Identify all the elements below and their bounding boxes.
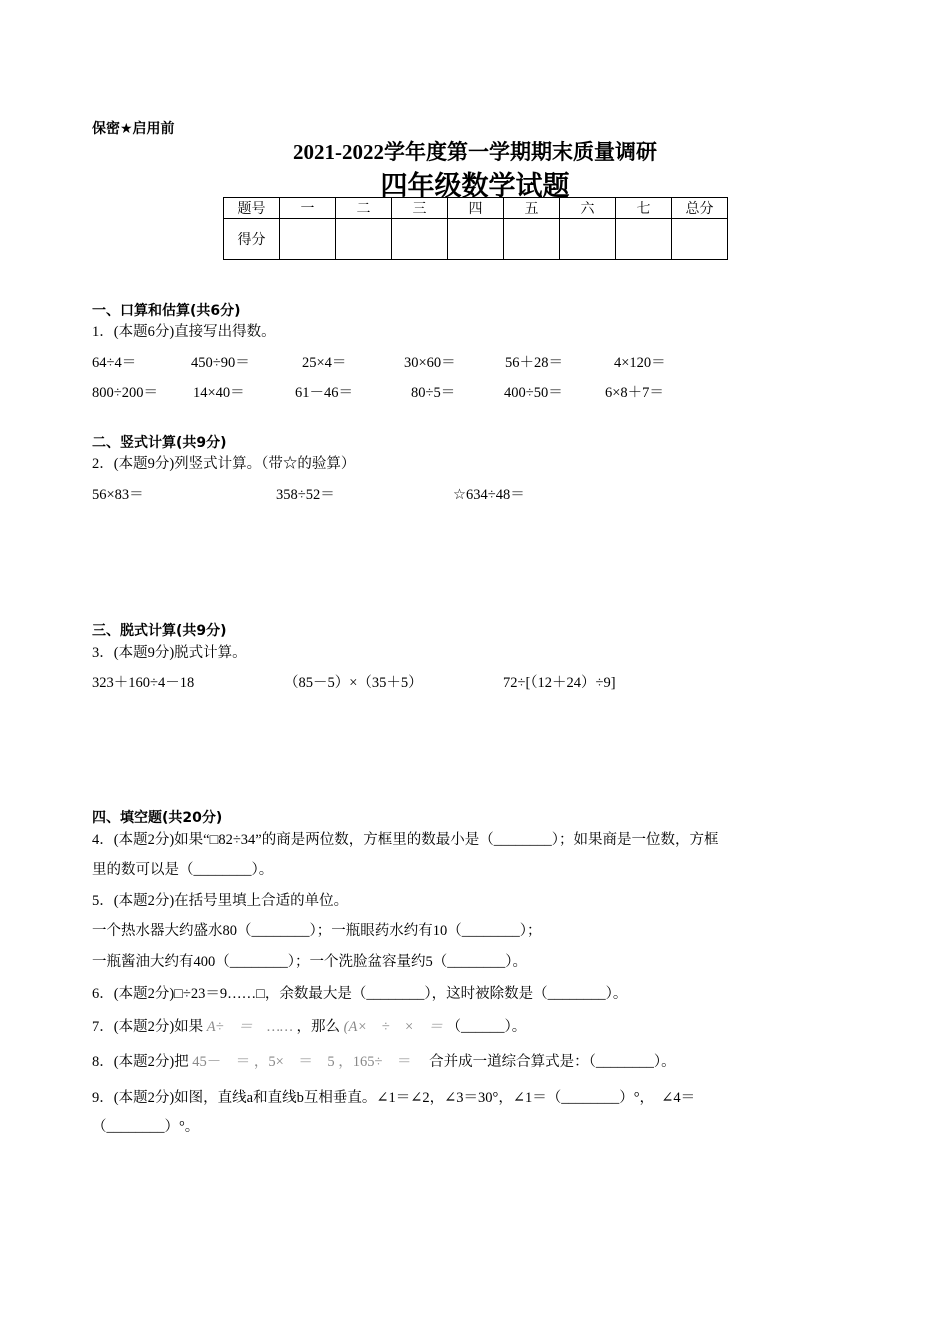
score-row-label: 得分 (224, 219, 280, 260)
stepwise-calc-item: （85－5）×（35＋5） (284, 675, 423, 691)
question-7-intro: 7．(本题2分)如果 (92, 1019, 204, 1035)
score-cell[interactable] (336, 219, 392, 260)
oral-item: 400÷50＝ (504, 385, 563, 401)
score-cell[interactable] (448, 219, 504, 260)
question-5-line-1: 一个热水器大约盛水80（________）；一瓶眼药水约有10（________）； (92, 923, 542, 939)
score-table (223, 197, 728, 260)
score-header-cell: 二 (336, 198, 392, 219)
oral-item: 6×8＋7＝ (605, 385, 664, 401)
score-header-cell: 题号 (224, 198, 280, 219)
oral-item: 14×40＝ (193, 385, 245, 401)
question-4-line-2: 里的数可以是（________）。 (92, 862, 274, 878)
question-8-formula-2: ，5× ＝ 5 (253, 1054, 335, 1070)
oral-item: 450÷90＝ (191, 355, 250, 371)
exam-subtitle: 四年级数学试题 (380, 171, 570, 202)
score-cell[interactable] (392, 219, 448, 260)
section-heading-4: 四、填空题(共20分) (92, 810, 223, 826)
question-8-intro: 8．(本题2分)把 (92, 1054, 189, 1070)
score-header-cell: 总分 (672, 198, 728, 219)
question-7 (92, 1015, 526, 1036)
score-cell[interactable] (504, 219, 560, 260)
score-header-cell: 七 (616, 198, 672, 219)
question-3: 3．(本题9分)脱式计算。 (92, 645, 247, 661)
stepwise-calc-item: 72÷[（12＋24）÷9] (503, 675, 616, 691)
oral-item: 80÷5＝ (411, 385, 456, 401)
question-8-formula-3: ，165÷ ＝ (338, 1054, 412, 1070)
question-5: 5．(本题2分)在括号里填上合适的单位。 (92, 893, 349, 909)
section-heading-2: 二、竖式计算(共9分) (92, 435, 227, 451)
question-7-formula-2: (A× ÷ × ＝ (343, 1019, 443, 1035)
confidential-label: 保密★启用前 (92, 121, 175, 137)
score-header-cell: 六 (560, 198, 616, 219)
oral-item: 800÷200＝ (92, 385, 158, 401)
score-cell[interactable] (672, 219, 728, 260)
oral-item: 30×60＝ (404, 355, 456, 371)
question-8-formula-1: 45－ ＝ (192, 1054, 251, 1070)
vertical-calc-item: 56×83＝ (92, 487, 144, 503)
vertical-calc-item: 358÷52＝ (276, 487, 335, 503)
oral-item: 25×4＝ (302, 355, 347, 371)
oral-item: 61－46＝ (295, 385, 353, 401)
question-8-tail: 合并成一道综合算式是：（________）。 (429, 1054, 676, 1070)
score-cell[interactable] (560, 219, 616, 260)
exam-title: 2021-2022学年度第一学期期末质量调研 (293, 140, 657, 164)
section-heading-1: 一、口算和估算(共6分) (92, 303, 241, 319)
score-header-cell: 四 (448, 198, 504, 219)
question-7-blank: （______）。 (446, 1019, 527, 1035)
oral-item: 4×120＝ (614, 355, 666, 371)
question-9-line-1: 9．(本题2分)如图，直线a和直线b互相垂直。∠1＝∠2，∠3＝30°，∠1＝（________）°， ∠4＝ (92, 1090, 696, 1106)
question-9-line-2: （________）°。 (92, 1119, 200, 1135)
vertical-calc-item: ☆634÷48＝ (453, 487, 525, 503)
question-7-mid: ，那么 (296, 1019, 341, 1035)
section-heading-3: 三、脱式计算(共9分) (92, 623, 227, 639)
question-5-line-2: 一瓶酱油大约有400（________）；一个洗脸盆容量约5（________）。 (92, 954, 527, 970)
score-header-cell: 三 (392, 198, 448, 219)
score-cell[interactable] (280, 219, 336, 260)
score-header-cell: 五 (504, 198, 560, 219)
oral-item: 56＋28＝ (505, 355, 563, 371)
oral-item: 64÷4＝ (92, 355, 137, 371)
stepwise-calc-item: 323＋160÷4－18 (92, 675, 195, 691)
question-8 (92, 1050, 676, 1071)
question-2: 2．(本题9分)列竖式计算。（带☆的验算） (92, 456, 356, 472)
question-7-formula-1: A÷ ＝ …… (206, 1019, 293, 1035)
question-6: 6．(本题2分)□÷23＝9……□，余数最大是（________），这时被除数是（________）。 (92, 986, 628, 1002)
question-1: 1．(本题6分)直接写出得数。 (92, 324, 276, 340)
score-cell[interactable] (616, 219, 672, 260)
question-4-line-1: 4．(本题2分)如果“□82÷34”的商是两位数，方框里的数最小是（________）；如果商是一位数，方框 (92, 832, 719, 848)
score-header-cell: 一 (280, 198, 336, 219)
